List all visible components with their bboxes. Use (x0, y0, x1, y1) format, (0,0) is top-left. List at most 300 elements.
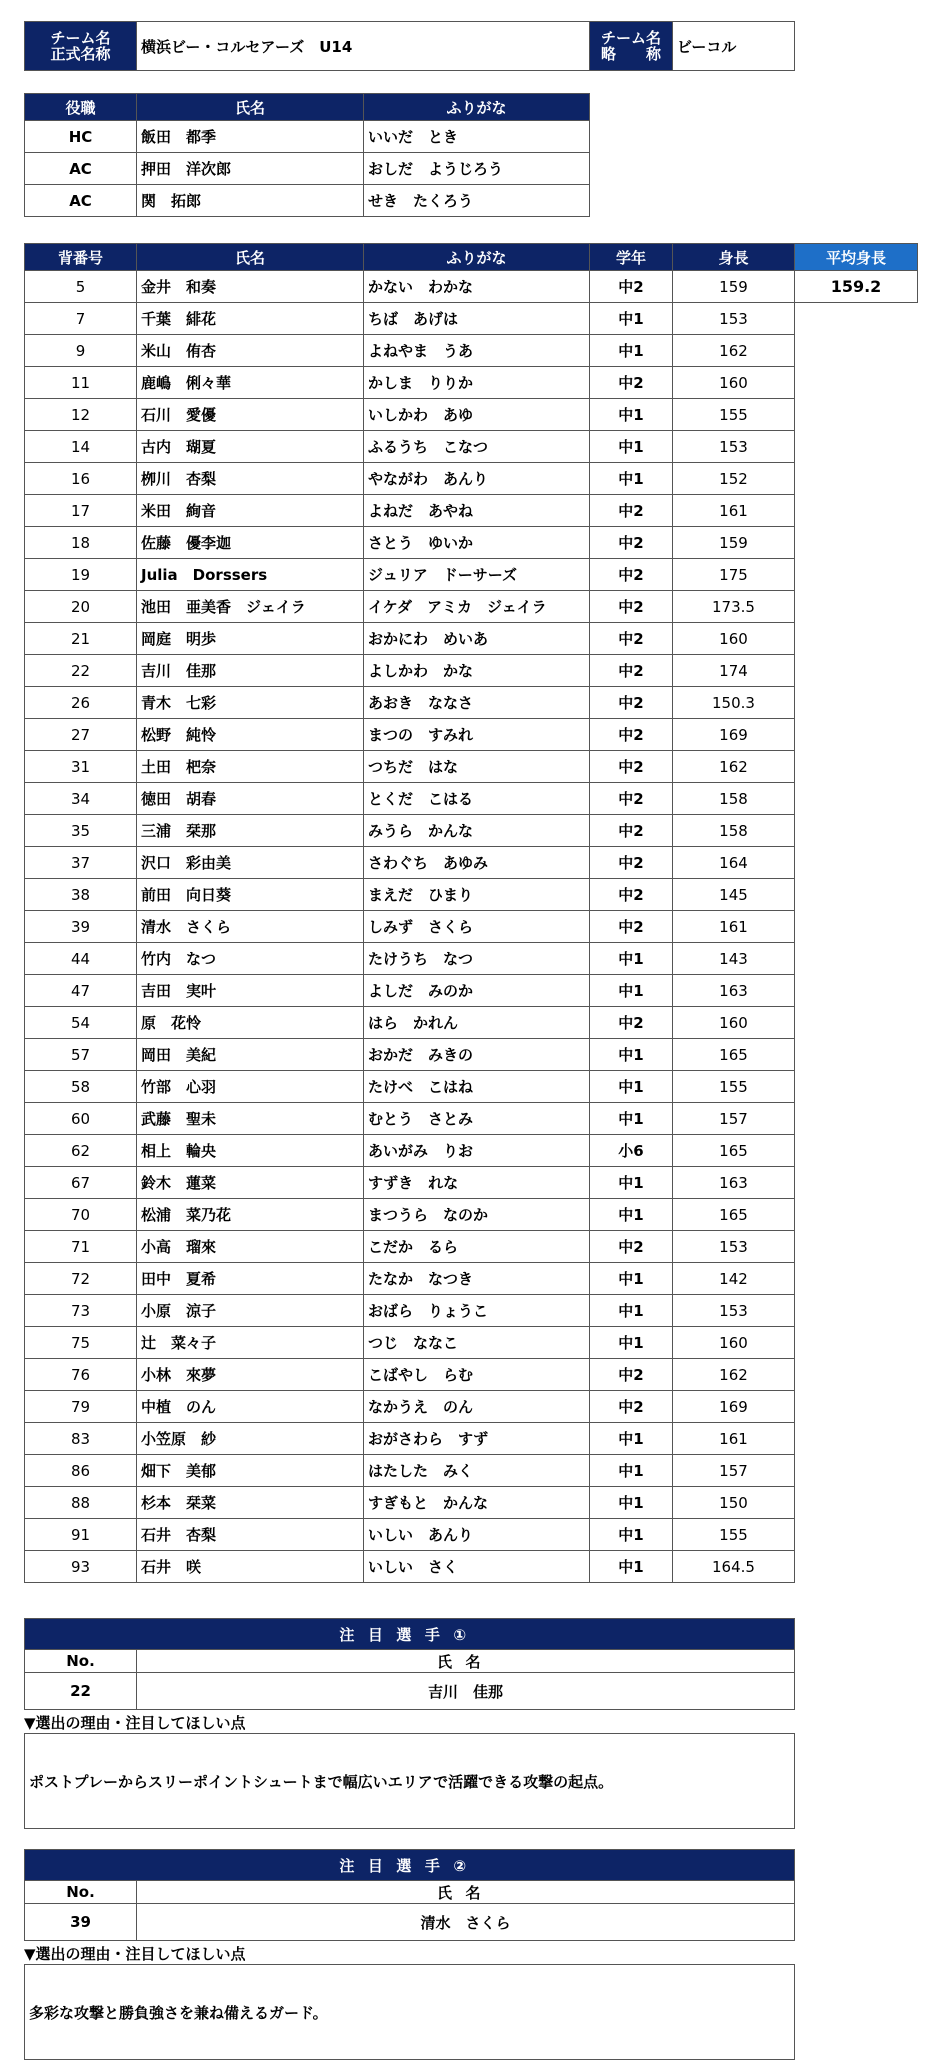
team-name-label: チーム名 正式名称 (25, 22, 137, 71)
player-kana: みうら かんな (364, 815, 590, 847)
player-height: 164 (673, 847, 795, 879)
player-height: 160 (673, 623, 795, 655)
player-kana: おがさわら すず (364, 1423, 590, 1455)
featured-1-name: 吉川 佳那 (137, 1673, 795, 1710)
player-row (25, 1199, 918, 1231)
team-name: 横浜ビー・コルセアーズ U14 (137, 22, 590, 71)
player-number: 5 (25, 271, 137, 303)
player-name: 鈴木 蓮菜 (137, 1167, 364, 1199)
featured-2-no-label: No. (25, 1881, 137, 1904)
player-name: 鹿嶋 俐々華 (137, 367, 364, 399)
staff-header-row (25, 94, 590, 121)
player-number: 58 (25, 1071, 137, 1103)
player-grade: 中2 (590, 1231, 673, 1263)
player-header-row (25, 244, 918, 271)
player-height: 160 (673, 367, 795, 399)
player-height: 153 (673, 431, 795, 463)
player-height: 143 (673, 943, 795, 975)
player-height: 159 (673, 271, 795, 303)
player-grade: 中1 (590, 1263, 673, 1295)
player-grade: 中1 (590, 1039, 673, 1071)
player-height: 162 (673, 1359, 795, 1391)
staff-kana: おしだ ようじろう (364, 153, 590, 185)
player-grade: 中1 (590, 1551, 673, 1583)
player-row (25, 1007, 918, 1039)
player-height: 164.5 (673, 1551, 795, 1583)
avg-height-label: 平均身長 (795, 244, 918, 271)
player-height: 161 (673, 1423, 795, 1455)
player-number: 17 (25, 495, 137, 527)
player-kana: しみず さくら (364, 911, 590, 943)
player-kana: たけうち なつ (364, 943, 590, 975)
player-row (25, 527, 918, 559)
empty-cell (795, 687, 918, 719)
player-number: 54 (25, 1007, 137, 1039)
player-number: 12 (25, 399, 137, 431)
staff-row (25, 121, 590, 153)
player-kana: かしま りりか (364, 367, 590, 399)
player-kana: つちだ はな (364, 751, 590, 783)
player-height: 161 (673, 495, 795, 527)
empty-cell (795, 751, 918, 783)
player-height: 153 (673, 303, 795, 335)
player-row (25, 1519, 918, 1551)
player-grade: 中2 (590, 751, 673, 783)
player-height: 153 (673, 1295, 795, 1327)
player-number: 70 (25, 1199, 137, 1231)
player-number: 47 (25, 975, 137, 1007)
player-row (25, 431, 918, 463)
empty-cell (795, 463, 918, 495)
player-grade: 中1 (590, 943, 673, 975)
player-row (25, 559, 918, 591)
player-name: 小原 涼子 (137, 1295, 364, 1327)
player-number: 88 (25, 1487, 137, 1519)
player-grade: 中2 (590, 271, 673, 303)
player-name: 松野 純怜 (137, 719, 364, 751)
player-kana: ちば あげは (364, 303, 590, 335)
player-number: 11 (25, 367, 137, 399)
player-height: 160 (673, 1327, 795, 1359)
player-name: 米田 絢音 (137, 495, 364, 527)
player-kana: あいがみ りお (364, 1135, 590, 1167)
staff-name: 関 拓郎 (137, 185, 364, 217)
player-grade: 中1 (590, 303, 673, 335)
player-kana: ジュリア ドーサーズ (364, 559, 590, 591)
player-name: 岡庭 明歩 (137, 623, 364, 655)
player-kana: よねやま うあ (364, 335, 590, 367)
player-height: 159 (673, 527, 795, 559)
player-kana: とくだ こはる (364, 783, 590, 815)
featured-1-no: 22 (25, 1673, 137, 1710)
player-name: 辻 菜々子 (137, 1327, 364, 1359)
empty-cell (795, 1199, 918, 1231)
player-number: 67 (25, 1167, 137, 1199)
player-height: 158 (673, 783, 795, 815)
player-height: 157 (673, 1455, 795, 1487)
player-header-cell: 背番号 (25, 244, 137, 271)
player-name: 竹内 なつ (137, 943, 364, 975)
player-height: 169 (673, 719, 795, 751)
player-grade: 小6 (590, 1135, 673, 1167)
player-grade: 中2 (590, 1359, 673, 1391)
player-kana: かない わかな (364, 271, 590, 303)
player-row (25, 687, 918, 719)
player-height: 163 (673, 975, 795, 1007)
player-row (25, 879, 918, 911)
empty-cell (795, 783, 918, 815)
staff-header-cell: 役職 (25, 94, 137, 121)
player-height: 160 (673, 1007, 795, 1039)
player-kana: おばら りょうこ (364, 1295, 590, 1327)
featured-1-reason-label: ▼選出の理由・注目してほしい点 (24, 1714, 246, 1732)
player-name: 三浦 栞那 (137, 815, 364, 847)
player-row (25, 655, 918, 687)
player-grade: 中2 (590, 527, 673, 559)
player-grade: 中1 (590, 1295, 673, 1327)
player-row (25, 1263, 918, 1295)
player-name: 土田 杷奈 (137, 751, 364, 783)
empty-cell (795, 1327, 918, 1359)
player-grade: 中1 (590, 335, 673, 367)
player-name: 石井 咲 (137, 1551, 364, 1583)
empty-cell (795, 1391, 918, 1423)
player-name: 千葉 緋花 (137, 303, 364, 335)
player-row (25, 783, 918, 815)
player-number: 19 (25, 559, 137, 591)
player-grade: 中1 (590, 431, 673, 463)
player-kana: すずき れな (364, 1167, 590, 1199)
player-number: 20 (25, 591, 137, 623)
player-name: 米山 侑杏 (137, 335, 364, 367)
player-name: 佐藤 優李迦 (137, 527, 364, 559)
player-row (25, 1327, 918, 1359)
player-number: 91 (25, 1519, 137, 1551)
player-number: 21 (25, 623, 137, 655)
player-name: 武藤 聖未 (137, 1103, 364, 1135)
player-number: 26 (25, 687, 137, 719)
player-number: 76 (25, 1359, 137, 1391)
player-name: 沢口 彩由美 (137, 847, 364, 879)
featured-2-name: 清水 さくら (137, 1904, 795, 1941)
player-row (25, 399, 918, 431)
player-number: 31 (25, 751, 137, 783)
player-row (25, 303, 918, 335)
player-row (25, 847, 918, 879)
player-grade: 中2 (590, 559, 673, 591)
empty-cell (795, 655, 918, 687)
player-name: 岡田 美紀 (137, 1039, 364, 1071)
player-kana: まえだ ひまり (364, 879, 590, 911)
player-number: 86 (25, 1455, 137, 1487)
empty-cell (795, 623, 918, 655)
player-grade: 中1 (590, 1455, 673, 1487)
player-kana: おかにわ めいあ (364, 623, 590, 655)
player-height: 155 (673, 1071, 795, 1103)
player-row (25, 495, 918, 527)
player-grade: 中2 (590, 719, 673, 751)
player-kana: むとう さとみ (364, 1103, 590, 1135)
player-name: 石井 杏梨 (137, 1519, 364, 1551)
player-name: 徳田 胡春 (137, 783, 364, 815)
player-kana: よしかわ かな (364, 655, 590, 687)
player-kana: まつの すみれ (364, 719, 590, 751)
empty-cell (795, 495, 918, 527)
empty-cell (795, 975, 918, 1007)
player-name: 栁川 杏梨 (137, 463, 364, 495)
staff-row (25, 185, 590, 217)
player-height: 150.3 (673, 687, 795, 719)
staff-role: AC (25, 153, 137, 185)
empty-cell (795, 1007, 918, 1039)
player-kana: イケダ アミカ ジェイラ (364, 591, 590, 623)
player-name: 中植 のん (137, 1391, 364, 1423)
player-grade: 中2 (590, 879, 673, 911)
player-row (25, 1551, 918, 1583)
player-grade: 中2 (590, 495, 673, 527)
player-name: 竹部 心羽 (137, 1071, 364, 1103)
featured-1-name-label: 氏名 (137, 1650, 795, 1673)
player-kana: たけべ こはね (364, 1071, 590, 1103)
empty-cell (795, 1487, 918, 1519)
team-abbr: ビーコル (673, 22, 795, 71)
player-height: 162 (673, 751, 795, 783)
player-kana: いしい あんり (364, 1519, 590, 1551)
empty-cell (795, 527, 918, 559)
player-number: 71 (25, 1231, 137, 1263)
player-number: 22 (25, 655, 137, 687)
player-row (25, 1359, 918, 1391)
player-kana: なかうえ のん (364, 1391, 590, 1423)
player-name: 小林 來夢 (137, 1359, 364, 1391)
player-row (25, 1455, 918, 1487)
player-kana: すぎもと かんな (364, 1487, 590, 1519)
player-row (25, 911, 918, 943)
empty-cell (795, 559, 918, 591)
empty-cell (795, 847, 918, 879)
player-kana: こばやし らむ (364, 1359, 590, 1391)
player-number: 9 (25, 335, 137, 367)
empty-cell (795, 1167, 918, 1199)
player-number: 62 (25, 1135, 137, 1167)
player-grade: 中2 (590, 911, 673, 943)
player-number: 18 (25, 527, 137, 559)
player-grade: 中2 (590, 655, 673, 687)
player-row (25, 1167, 918, 1199)
player-name: 田中 夏希 (137, 1263, 364, 1295)
player-number: 83 (25, 1423, 137, 1455)
player-grade: 中1 (590, 463, 673, 495)
empty-cell (795, 1263, 918, 1295)
player-name: 小笠原 紗 (137, 1423, 364, 1455)
player-kana: はら かれん (364, 1007, 590, 1039)
player-header-cell: ふりがな (364, 244, 590, 271)
player-number: 93 (25, 1551, 137, 1583)
player-name: 古内 瑚夏 (137, 431, 364, 463)
staff-table (24, 93, 590, 217)
player-row (25, 1071, 918, 1103)
empty-cell (795, 335, 918, 367)
empty-cell (795, 1135, 918, 1167)
player-kana: よねだ あやね (364, 495, 590, 527)
player-number: 7 (25, 303, 137, 335)
player-name: 前田 向日葵 (137, 879, 364, 911)
featured-2-no: 39 (25, 1904, 137, 1941)
staff-name: 飯田 都季 (137, 121, 364, 153)
player-name: 小高 瑠來 (137, 1231, 364, 1263)
player-height: 163 (673, 1167, 795, 1199)
staff-row (25, 153, 590, 185)
player-name: 松浦 菜乃花 (137, 1199, 364, 1231)
empty-cell (795, 719, 918, 751)
player-row (25, 1487, 918, 1519)
player-number: 14 (25, 431, 137, 463)
player-number: 72 (25, 1263, 137, 1295)
staff-role: AC (25, 185, 137, 217)
featured-player-2-table (24, 1849, 795, 1941)
featured-2-reason-label: ▼選出の理由・注目してほしい点 (24, 1945, 246, 1963)
staff-kana: いいだ とき (364, 121, 590, 153)
player-name: 石川 愛優 (137, 399, 364, 431)
empty-cell (795, 591, 918, 623)
player-kana: ふるうち こなつ (364, 431, 590, 463)
empty-cell (795, 431, 918, 463)
empty-cell (795, 1231, 918, 1263)
empty-cell (795, 1423, 918, 1455)
player-name: 杉本 栞菜 (137, 1487, 364, 1519)
player-height: 155 (673, 1519, 795, 1551)
player-height: 158 (673, 815, 795, 847)
empty-cell (795, 1039, 918, 1071)
player-number: 35 (25, 815, 137, 847)
empty-cell (795, 1103, 918, 1135)
player-kana: はたした みく (364, 1455, 590, 1487)
player-kana: まつうら なのか (364, 1199, 590, 1231)
player-number: 37 (25, 847, 137, 879)
player-header-cell: 学年 (590, 244, 673, 271)
player-row (25, 623, 918, 655)
empty-cell (795, 1455, 918, 1487)
player-header-cell: 身長 (673, 244, 795, 271)
player-table (24, 243, 918, 1583)
player-name: 池田 亜美香 ジェイラ (137, 591, 364, 623)
player-kana: やながわ あんり (364, 463, 590, 495)
player-row (25, 1391, 918, 1423)
player-kana: あおき ななさ (364, 687, 590, 719)
empty-cell (795, 1071, 918, 1103)
player-grade: 中2 (590, 367, 673, 399)
empty-cell (795, 1295, 918, 1327)
player-kana: いしかわ あゆ (364, 399, 590, 431)
player-grade: 中2 (590, 815, 673, 847)
player-row (25, 1295, 918, 1327)
player-grade: 中1 (590, 1519, 673, 1551)
player-header-cell: 氏名 (137, 244, 364, 271)
player-kana: いしい さく (364, 1551, 590, 1583)
player-kana: さわぐち あゆみ (364, 847, 590, 879)
player-row (25, 719, 918, 751)
player-row (25, 1039, 918, 1071)
player-name: 清水 さくら (137, 911, 364, 943)
player-number: 38 (25, 879, 137, 911)
player-kana: よしだ みのか (364, 975, 590, 1007)
player-height: 175 (673, 559, 795, 591)
staff-name: 押田 洋次郎 (137, 153, 364, 185)
player-grade: 中1 (590, 1199, 673, 1231)
player-height: 165 (673, 1039, 795, 1071)
player-height: 152 (673, 463, 795, 495)
featured-1-reason: ポストプレーからスリーポイントシュートまで幅広いエリアで活躍できる攻撃の起点。 (24, 1733, 795, 1829)
player-height: 165 (673, 1135, 795, 1167)
player-height: 161 (673, 911, 795, 943)
player-row (25, 367, 918, 399)
player-name: 相上 輪央 (137, 1135, 364, 1167)
empty-cell (795, 943, 918, 975)
player-row (25, 1231, 918, 1263)
staff-header-cell: ふりがな (364, 94, 590, 121)
player-name: 金井 和奏 (137, 271, 364, 303)
player-grade: 中1 (590, 1167, 673, 1199)
player-height: 162 (673, 335, 795, 367)
player-number: 16 (25, 463, 137, 495)
empty-cell (795, 1359, 918, 1391)
player-grade: 中1 (590, 975, 673, 1007)
player-grade: 中2 (590, 783, 673, 815)
player-row (25, 1423, 918, 1455)
player-name: Julia Dorssers (137, 559, 364, 591)
player-grade: 中1 (590, 1103, 673, 1135)
player-row (25, 1103, 918, 1135)
player-row (25, 271, 918, 303)
empty-cell (795, 367, 918, 399)
player-grade: 中2 (590, 687, 673, 719)
player-grade: 中2 (590, 1391, 673, 1423)
player-height: 155 (673, 399, 795, 431)
staff-role: HC (25, 121, 137, 153)
player-row (25, 751, 918, 783)
player-name: 青木 七彩 (137, 687, 364, 719)
team-info-table (24, 21, 795, 71)
featured-player-1-table (24, 1618, 795, 1710)
player-grade: 中1 (590, 399, 673, 431)
player-kana: たなか なつき (364, 1263, 590, 1295)
player-grade: 中1 (590, 1423, 673, 1455)
player-number: 34 (25, 783, 137, 815)
player-name: 吉田 実叶 (137, 975, 364, 1007)
featured-1-title: 注目選手① (25, 1619, 795, 1650)
player-number: 39 (25, 911, 137, 943)
empty-cell (795, 911, 918, 943)
player-height: 165 (673, 1199, 795, 1231)
avg-height-value: 159.2 (795, 271, 918, 303)
player-row (25, 463, 918, 495)
player-name: 吉川 佳那 (137, 655, 364, 687)
player-number: 27 (25, 719, 137, 751)
featured-1-no-label: No. (25, 1650, 137, 1673)
player-grade: 中2 (590, 1007, 673, 1039)
player-kana: おかだ みきの (364, 1039, 590, 1071)
staff-kana: せき たくろう (364, 185, 590, 217)
player-name: 原 花怜 (137, 1007, 364, 1039)
player-height: 145 (673, 879, 795, 911)
featured-2-name-label: 氏名 (137, 1881, 795, 1904)
player-height: 174 (673, 655, 795, 687)
player-grade: 中1 (590, 1327, 673, 1359)
player-grade: 中1 (590, 1487, 673, 1519)
empty-cell (795, 879, 918, 911)
player-height: 142 (673, 1263, 795, 1295)
player-height: 153 (673, 1231, 795, 1263)
